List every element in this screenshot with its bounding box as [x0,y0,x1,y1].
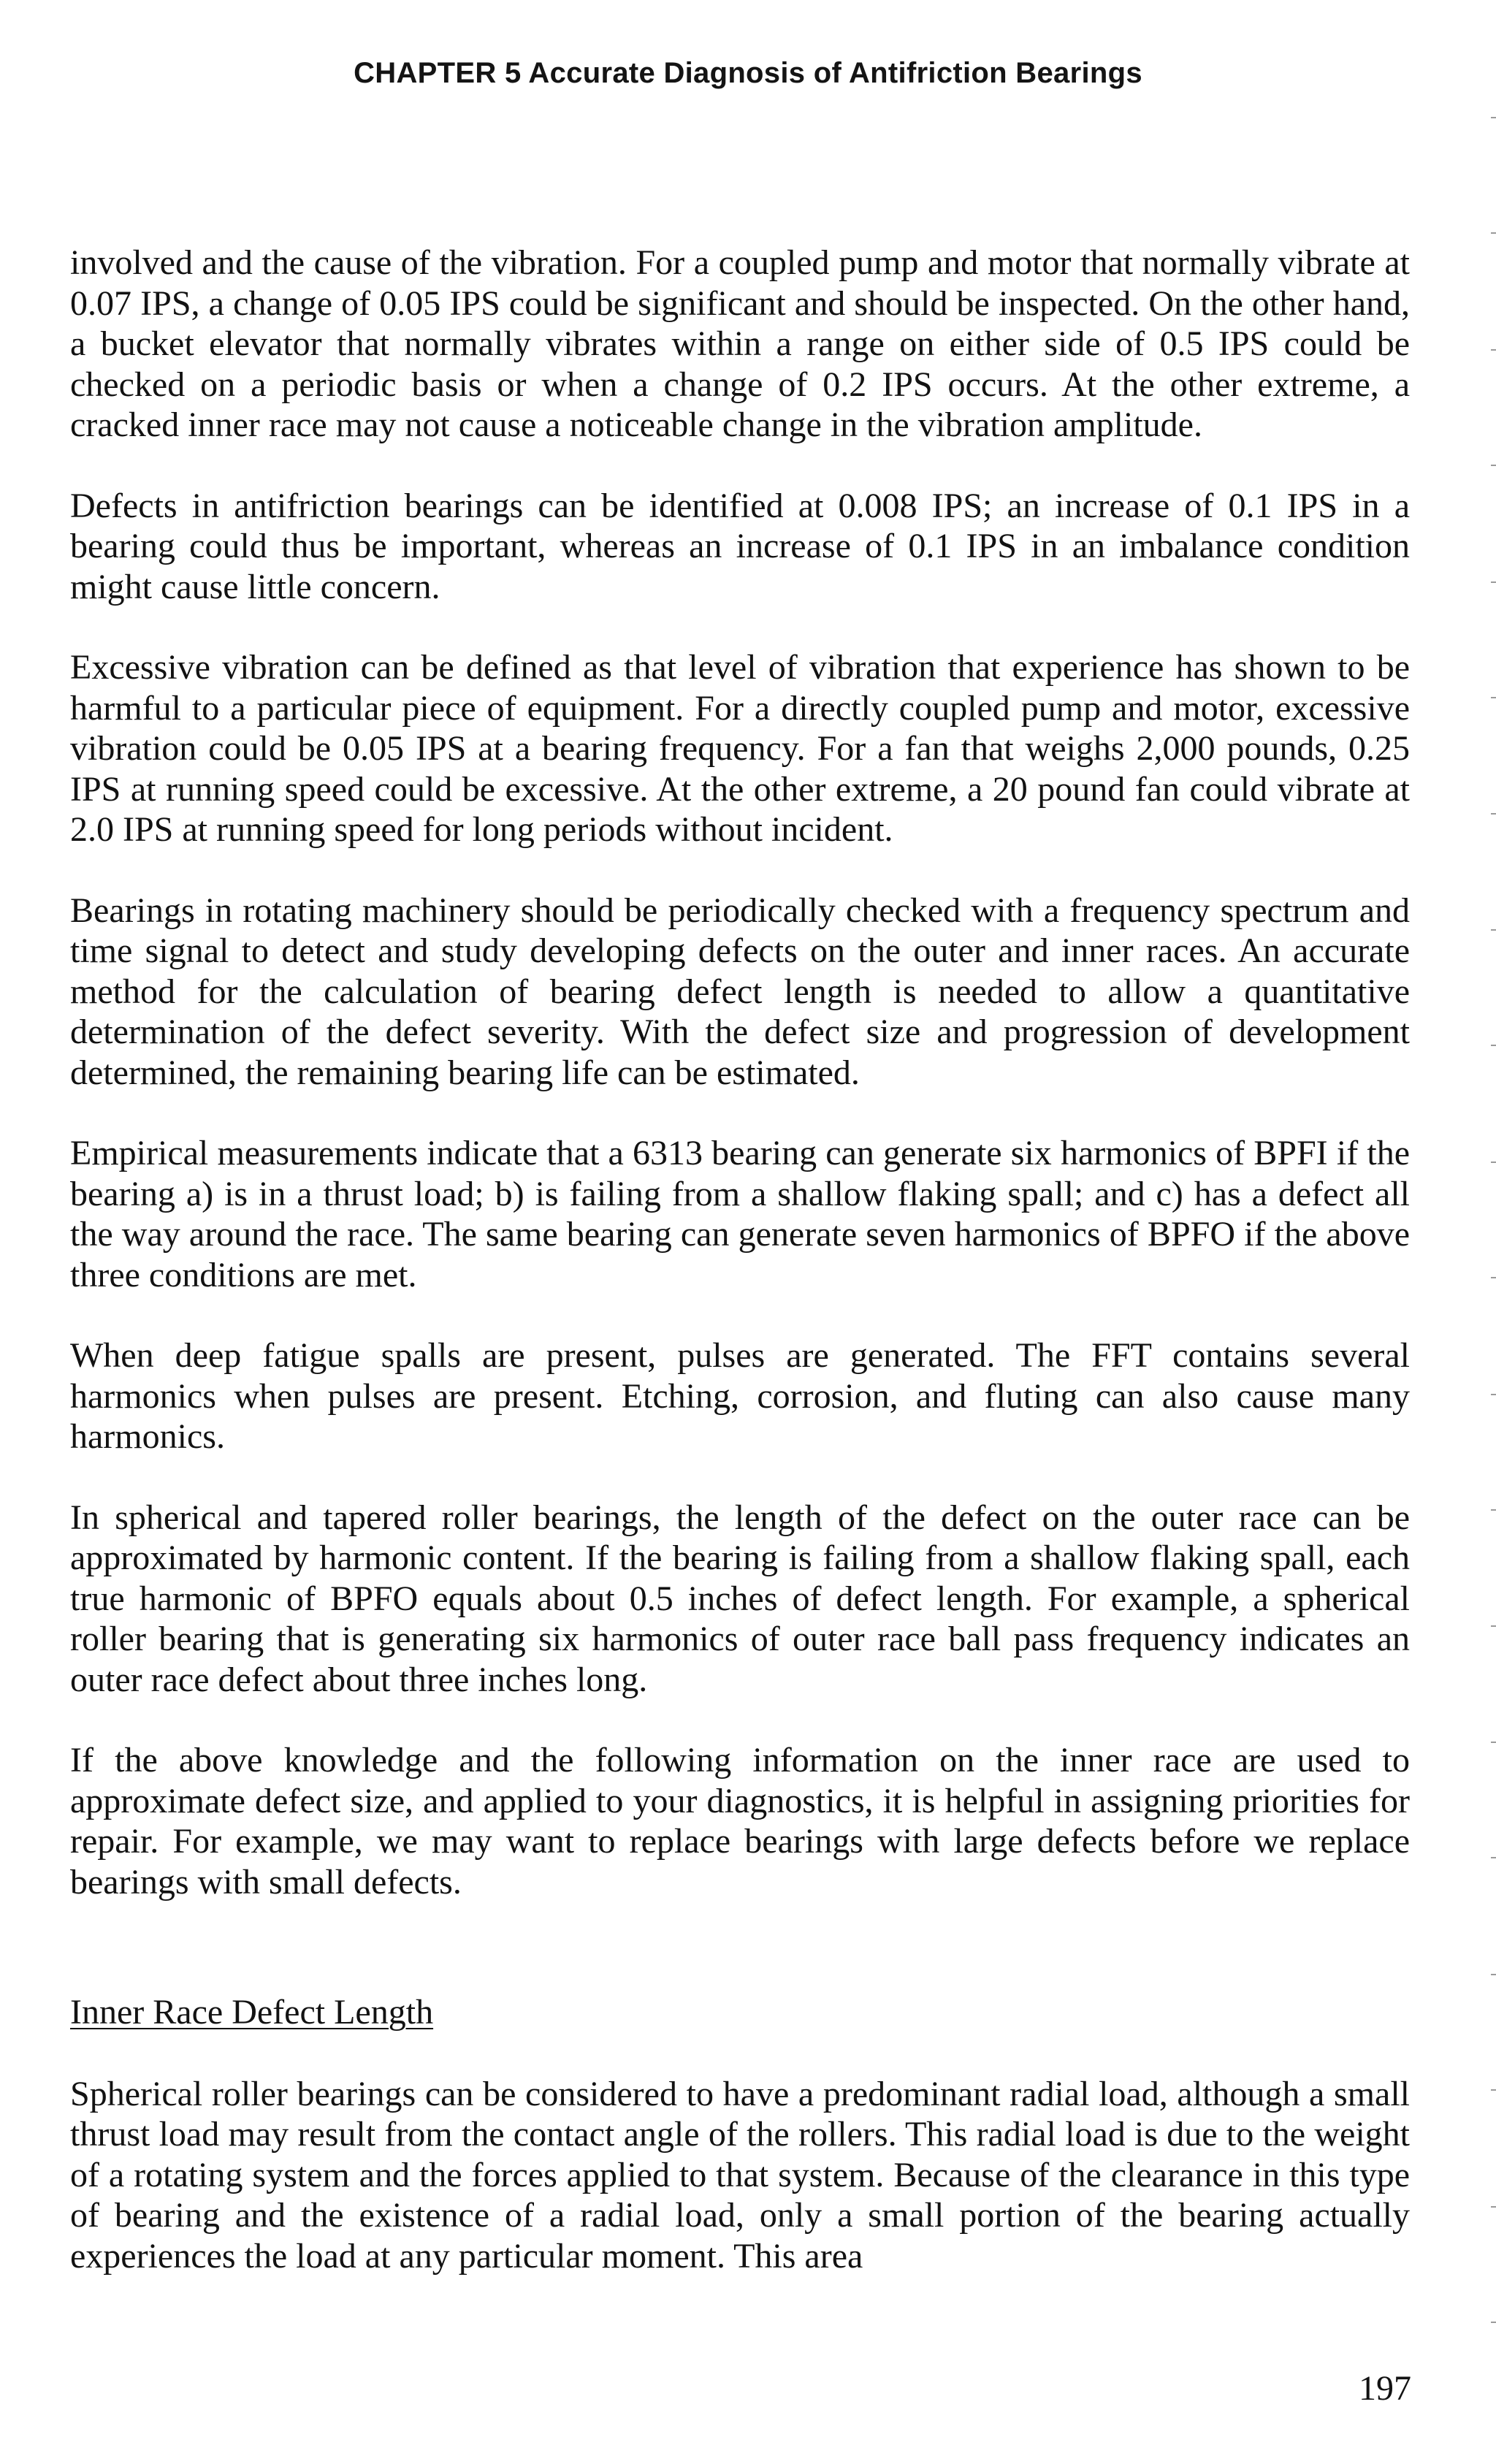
paragraph: involved and the cause of the vibration. For a coupled pump and motor that normally vibrate at 0.07 IPS, a change of 0.05 IPS could be significant and should be inspected. On the other hand, a bucket elevator that normally vibrates within a range on either side of 0.5 IPS could be checked on a periodic basis or when a change of 0.2 IPS occurs. At the other extreme, a cracked inner race may not cause a noticeable change in the vibration amplitude. [70,243,1410,444]
paragraph: In spherical and tapered roller bearings, the length of the defect on the outer race can be approximated by harmonic content. If the bearing is failing from a shallow flaking spall, each true harmonic of BPFO equals about 0.5 inches of defect length. For example, a spherical roller bearing that is generating six harmonics of outer race ball pass frequency indicates an outer race defect about three inches long. [70,1498,1410,1699]
margin-tick [1491,581,1496,583]
margin-tick [1491,1974,1496,1975]
margin-tick [1491,1394,1496,1395]
page-number: 197 [1359,2369,1411,2408]
paragraph: Empirical measurements indicate that a 6313 bearing can generate six harmonics of BPFI if the bearing a) is in a thrust load; b) is failing from a shallow flaking spall; and c) has a defect all the way around the race. The same bearing can generate seven harmonics of BPFO if the above three conditions are met. [70,1134,1410,1294]
margin-tick [1491,1857,1496,1858]
margin-tick [1491,1509,1496,1511]
section-heading: Inner Race Defect Length [70,1993,434,2032]
margin-tick [1491,2089,1496,2091]
margin-tick-marks [1489,0,1496,2464]
margin-tick [1491,1742,1496,1743]
paragraph: Excessive vibration can be defined as that level of vibration that experience has shown to be harmful to a particular piece of equipment. For a directly coupled pump and motor, excessive vibration could be 0.05 IPS at a bearing frequency. For a fan that weighs 2,000 pounds, 0.25 IPS at running speed could be excessive. At the other extreme, a 20 pound fan could vibrate at 2.0 IPS at running speed for long periods without incident. [70,648,1410,849]
margin-tick [1491,1162,1496,1163]
margin-tick [1491,1625,1496,1627]
margin-tick [1491,117,1496,118]
paragraph: Defects in antifriction bearings can be identified at 0.008 IPS; an increase of 0.1 IPS in a bearing could thus be important, whereas an increase of 0.1 IPS in an imbalance condition might cause little concern. [70,486,1410,606]
margin-tick [1491,697,1496,698]
margin-tick [1491,232,1496,234]
margin-tick [1491,929,1496,931]
paragraph: If the above knowledge and the following information on the inner race are used to approximate defect size, and applied to your diagnostics, it is helpful in assigning priorities for repair. For example, we may want to replace bearings with large defects before we replace bearings with small defects. [70,1741,1410,1902]
margin-tick [1491,465,1496,466]
section-paragraph: Spherical roller bearings can be considered to have a predominant radial load, although a small thrust load may result from the contact angle of the rollers. This radial load is due to the weight of a rotating system and the forces applied to that system. Because of the clearance in this type of bearing and the existence of a radial load, only a small portion of the bearing actually experiences the load at any particular moment. This area [70,2074,1410,2276]
margin-tick [1491,2206,1496,2208]
margin-tick [1491,813,1496,815]
margin-tick [1491,349,1496,351]
paragraph: Bearings in rotating machinery should be periodically checked with a frequency spectrum and time signal to detect and study developing defects on the outer and inner races. An accurate method for the calculation of bearing defect length is needed to allow a quantitative determination of the defect severity. With the defect size and progression of development determined, the remaining bearing life can be estimated. [70,890,1410,1092]
margin-tick [1491,1277,1496,1278]
margin-tick [1491,2322,1496,2323]
page-body [70,243,1410,2316]
paragraph: When deep fatigue spalls are present, pulses are generated. The FFT contains several harmonics when pulses are present. Etching, corrosion, and fluting can also cause many harmonics. [70,1336,1410,1456]
running-header: CHAPTER 5 Accurate Diagnosis of Antifriction Bearings [354,57,1142,89]
margin-tick [1491,1045,1496,1046]
